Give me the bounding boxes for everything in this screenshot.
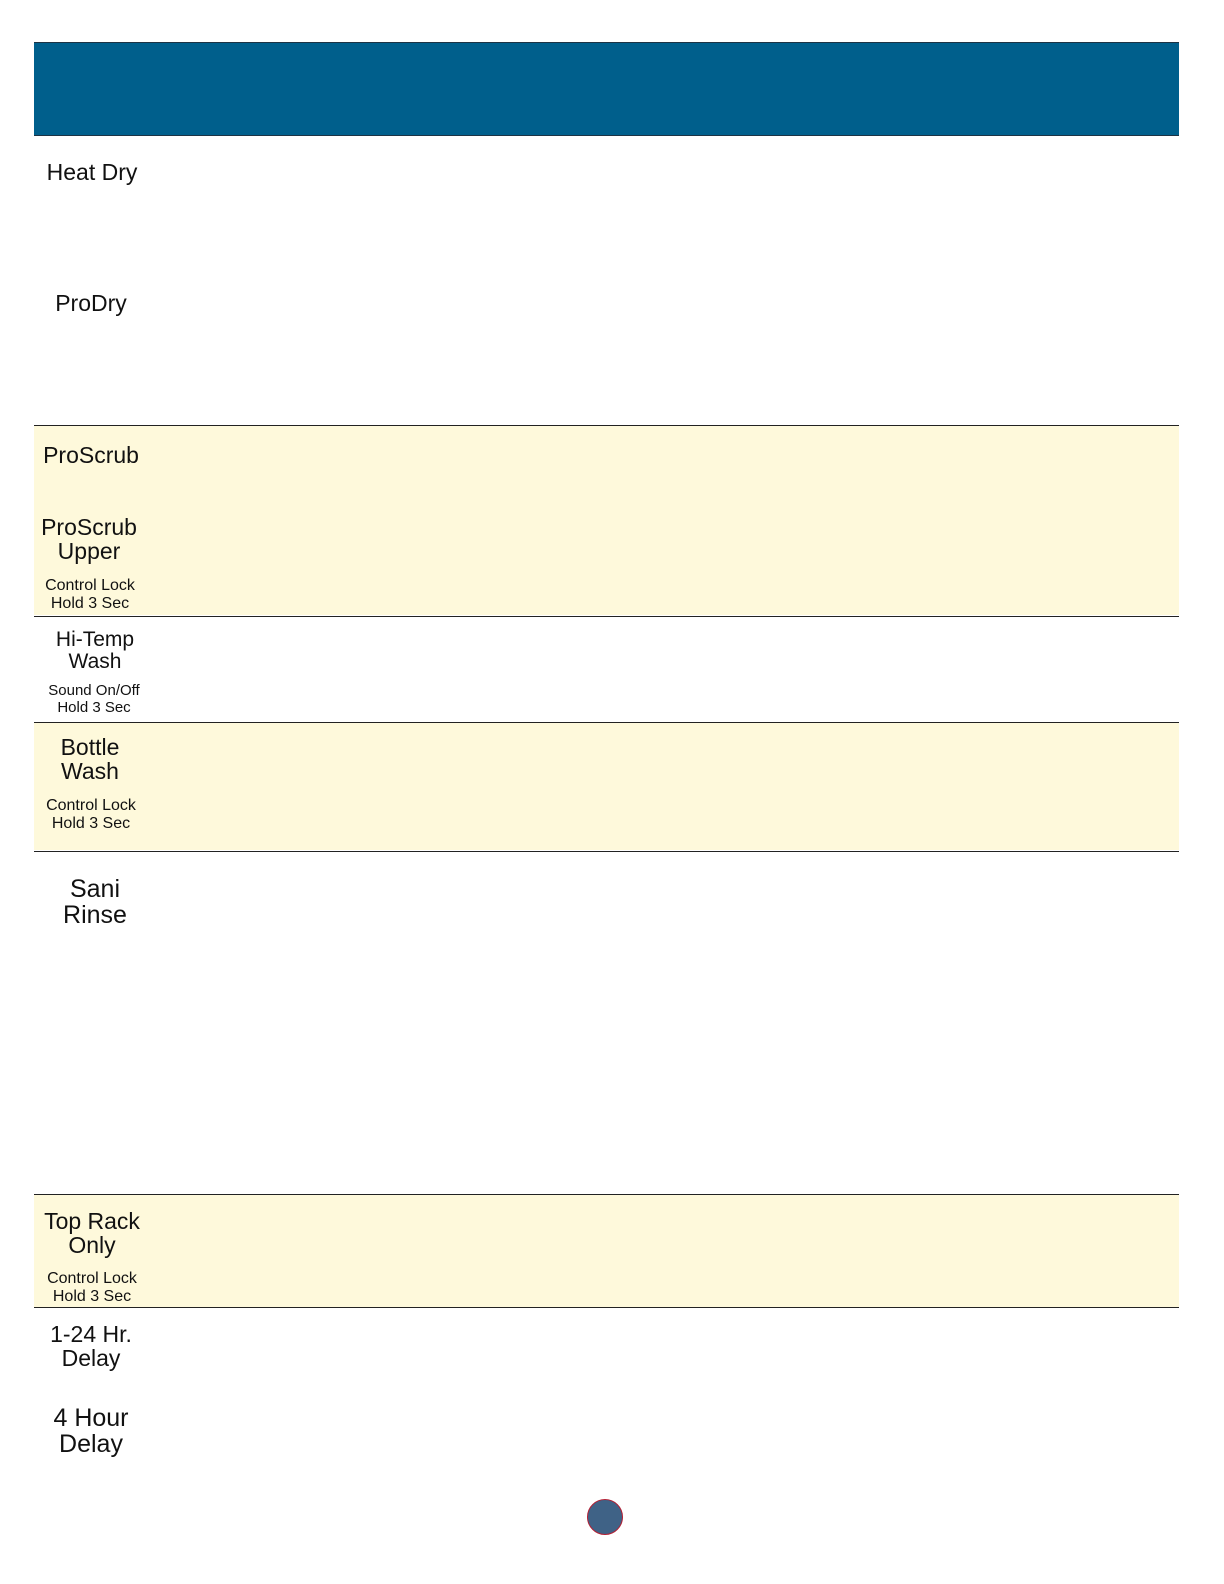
bottle-wash-sublabel [34,797,148,832]
delay-24-hr-label [34,1322,148,1370]
row-divider [34,851,1179,852]
proscrub-label [34,443,148,467]
top-rack-only-label [34,1209,150,1257]
hi-temp-wash-label [34,629,156,673]
delay-24-line-1: 1-24 Hr. [50,1321,132,1347]
top-rack-sublabel [34,1270,150,1305]
hold-3-sec-text: Hold 3 Sec [50,594,130,612]
page-number-dot [587,1499,623,1535]
sani-rinse-line-1: Sani [69,875,121,903]
control-lock-text: Control Lock [45,577,135,594]
heat-dry-text: Heat Dry [46,159,138,185]
hi-temp-sublabel [34,683,154,716]
delay-24-line-2: Delay [61,1345,121,1372]
hold-3-sec-text: Hold 3 Sec [51,814,131,832]
top-rack-band [34,1195,1179,1307]
control-lock-text: Control Lock [47,1270,137,1287]
proscrub-upper-label [34,515,144,563]
hi-temp-line-2: Wash [68,650,122,674]
proscrub-upper-line-1: ProScrub [41,514,137,540]
bottle-wash-line-2: Wash [61,758,119,785]
bottle-wash-label [34,735,146,783]
table-header-bar [34,42,1179,136]
bottle-wash-band [34,723,1179,850]
sound-on-off-text: Sound On/Off [48,682,140,699]
row-divider [34,616,1179,617]
proscrub-upper-sublabel [34,577,146,612]
proscrub-upper-line-2: Upper [57,538,121,565]
prodry-text: ProDry [55,290,127,316]
hold-3-sec-text: Hold 3 Sec [57,698,131,716]
top-rack-line-2: Only [68,1232,116,1259]
proscrub-band [34,426,1179,615]
control-lock-text: Control Lock [46,797,136,814]
bottle-wash-line-1: Bottle [60,734,120,760]
proscrub-text: ProScrub [43,442,139,468]
top-rack-line-1: Top Rack [44,1208,140,1234]
sani-rinse-line-2: Rinse [63,901,127,930]
row-divider [34,1307,1179,1308]
delay-4-line-2: Delay [59,1430,123,1459]
delay-4-line-1: 4 Hour [53,1404,129,1432]
hi-temp-line-1: Hi-Temp [55,628,135,651]
sani-rinse-label [34,876,156,929]
hold-3-sec-text: Hold 3 Sec [52,1287,132,1305]
heat-dry-label [34,160,150,184]
prodry-label [34,291,148,315]
delay-4-hour-label [34,1405,148,1458]
